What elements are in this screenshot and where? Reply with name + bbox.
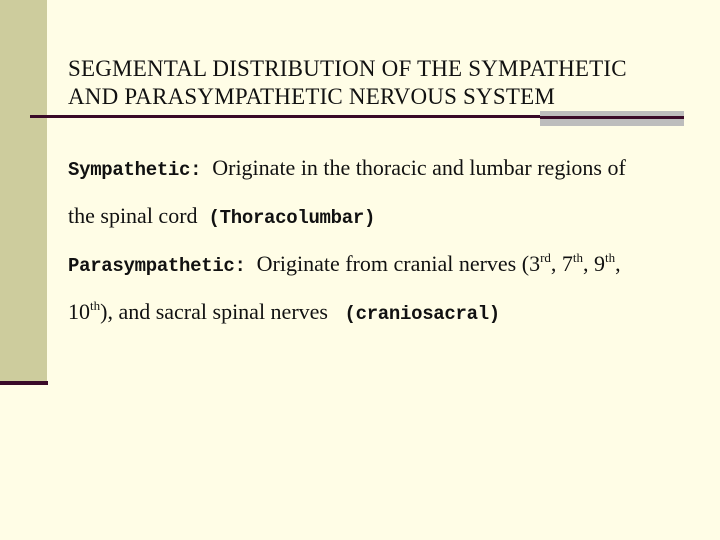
superscript-th-3: th — [90, 298, 101, 313]
sympathetic-text-2: the spinal cord — [68, 203, 209, 228]
left-accent-bar-foot — [0, 381, 48, 385]
parasympathetic-text-2: ), and sacral spinal nerves — [100, 299, 345, 324]
parasympathetic-sep-3: , — [615, 251, 621, 276]
slide-body — [68, 145, 708, 337]
sympathetic-line-2 — [68, 193, 708, 241]
parasympathetic-term: Parasympathetic: — [68, 255, 246, 277]
superscript-th-2: th — [605, 250, 616, 265]
sympathetic-label: (Thoracolumbar) — [208, 207, 376, 229]
left-accent-bar — [0, 0, 47, 382]
parasympathetic-sep-2: , 9 — [583, 251, 606, 276]
parasympathetic-label: (craniosacral) — [344, 303, 500, 325]
parasympathetic-line-1 — [68, 241, 708, 289]
parasympathetic-line2-start: 10 — [68, 299, 90, 324]
sympathetic-line-1 — [68, 145, 708, 193]
superscript-th-1: th — [572, 250, 584, 265]
divider-accent-line — [540, 116, 684, 119]
title-line-2: AND PARASYMPATHETIC NERVOUS SYSTEM — [68, 84, 555, 110]
parasympathetic-line-2 — [68, 289, 708, 337]
slide-title — [68, 55, 698, 111]
superscript-rd: rd — [540, 250, 551, 265]
parasympathetic-text-1: Originate from cranial nerves (3 — [245, 251, 541, 276]
sympathetic-term: Sympathetic: — [68, 159, 202, 181]
sympathetic-text-1: Originate in the thoracic and lumbar regions of — [201, 155, 626, 180]
parasympathetic-sep-1: , 7 — [550, 251, 573, 276]
title-line-1: SEGMENTAL DISTRIBUTION OF THE SYMPATHETIC — [68, 56, 627, 82]
